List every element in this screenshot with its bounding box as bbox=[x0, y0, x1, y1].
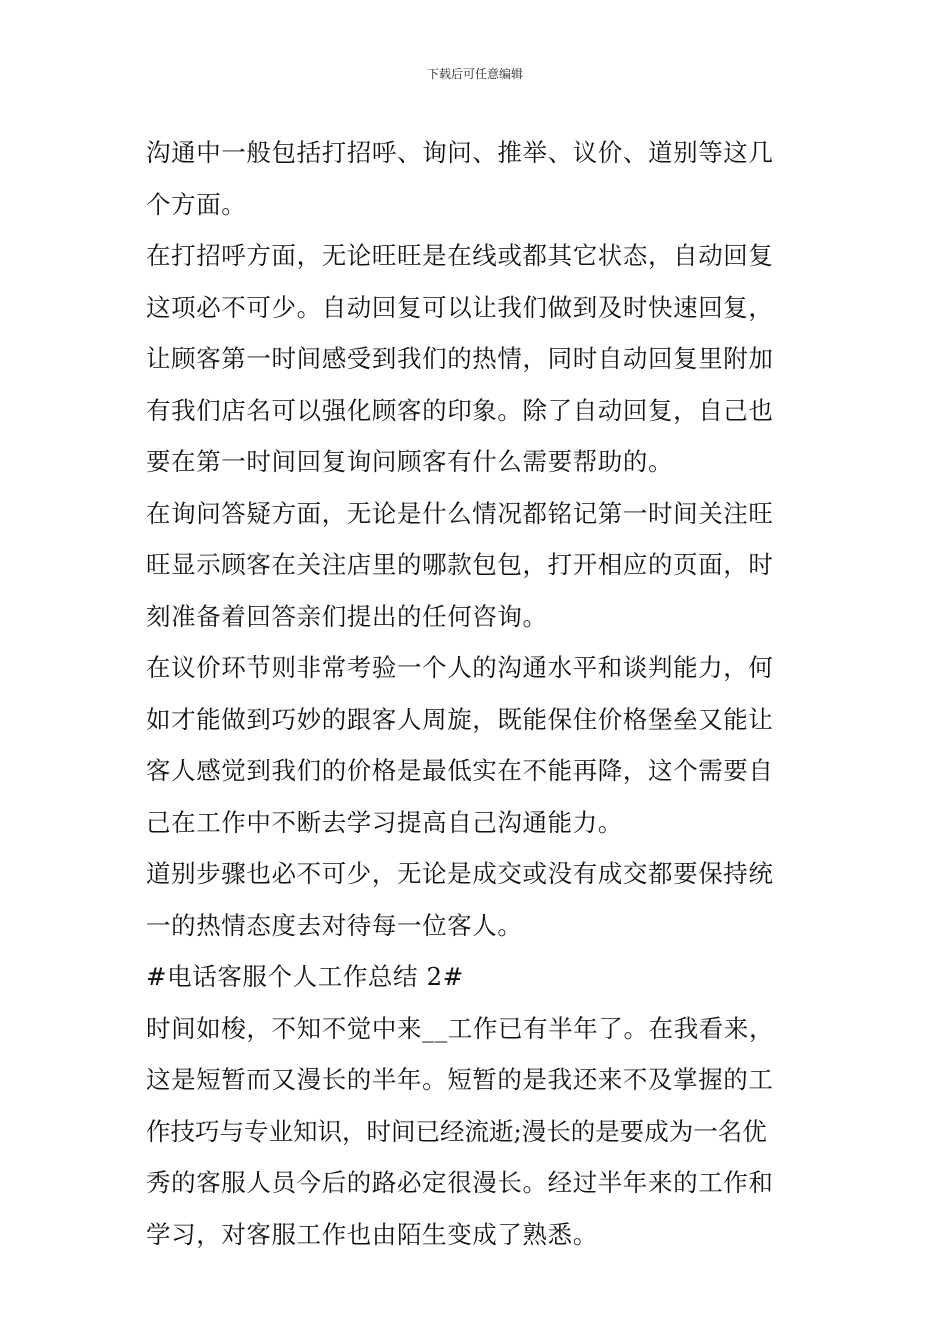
text-line: 时间如梭，不知不觉中来__工作已有半年了。在我看来， bbox=[146, 1013, 775, 1043]
text-line: 在议价环节则非常考验一个人的沟通水平和谈判能力，何 bbox=[146, 653, 774, 682]
text-line: 道别步骤也必不可少，无论是成交或没有成交都要保持统 bbox=[146, 859, 774, 888]
text-line: 沟通中一般包括打招呼、询问、推举、议价、道别等这几 bbox=[146, 138, 774, 167]
text-line: 己在工作中不断去学习提高自己沟通能力。 bbox=[146, 807, 623, 837]
page-header: 下载后可任意编辑 bbox=[426, 67, 523, 81]
text-line: 在打招呼方面，无论旺旺是在线或都其它状态，自动回复 bbox=[146, 241, 774, 270]
section-heading: #电话客服个人工作总结 2# bbox=[146, 962, 464, 991]
text-line: 旺显示顾客在关注店里的哪款包包，打开相应的页面，时 bbox=[146, 550, 774, 579]
text-line: 作技巧与专业知识，时间已经流逝;漫长的是要成为一名优 bbox=[146, 1116, 767, 1146]
text-line: 客人感觉到我们的价格是最低实在不能再降，这个需要自 bbox=[146, 756, 774, 785]
text-line: 一的热情态度去对待每一位客人。 bbox=[146, 910, 523, 940]
text-line: 让顾客第一时间感受到我们的热情，同时自动回复里附加 bbox=[146, 344, 774, 373]
text-line: 个方面。 bbox=[146, 189, 247, 219]
document-body bbox=[146, 127, 818, 1260]
text-line: 学习，对客服工作也由陌生变成了熟悉。 bbox=[146, 1219, 598, 1249]
text-line: 刻准备着回答亲们提出的任何咨询。 bbox=[146, 601, 548, 631]
text-line: 这项必不可少。自动回复可以让我们做到及时快速回复， bbox=[146, 292, 774, 322]
text-line: 秀的客服人员今后的路必定很漫长。经过半年来的工作和 bbox=[146, 1168, 774, 1197]
text-line: 有我们店名可以强化顾客的印象。除了自动回复，自己也 bbox=[146, 395, 774, 425]
text-line: 这是短暂而又漫长的半年。短暂的是我还来不及掌握的工 bbox=[146, 1065, 774, 1094]
text-line: 如才能做到巧妙的跟客人周旋，既能保住价格堡垒又能让 bbox=[146, 704, 774, 734]
text-line: 在询问答疑方面，无论是什么情况都铭记第一时间关注旺 bbox=[146, 498, 774, 528]
text-line: 要在第一时间回复询问顾客有什么需要帮助的。 bbox=[146, 447, 674, 476]
